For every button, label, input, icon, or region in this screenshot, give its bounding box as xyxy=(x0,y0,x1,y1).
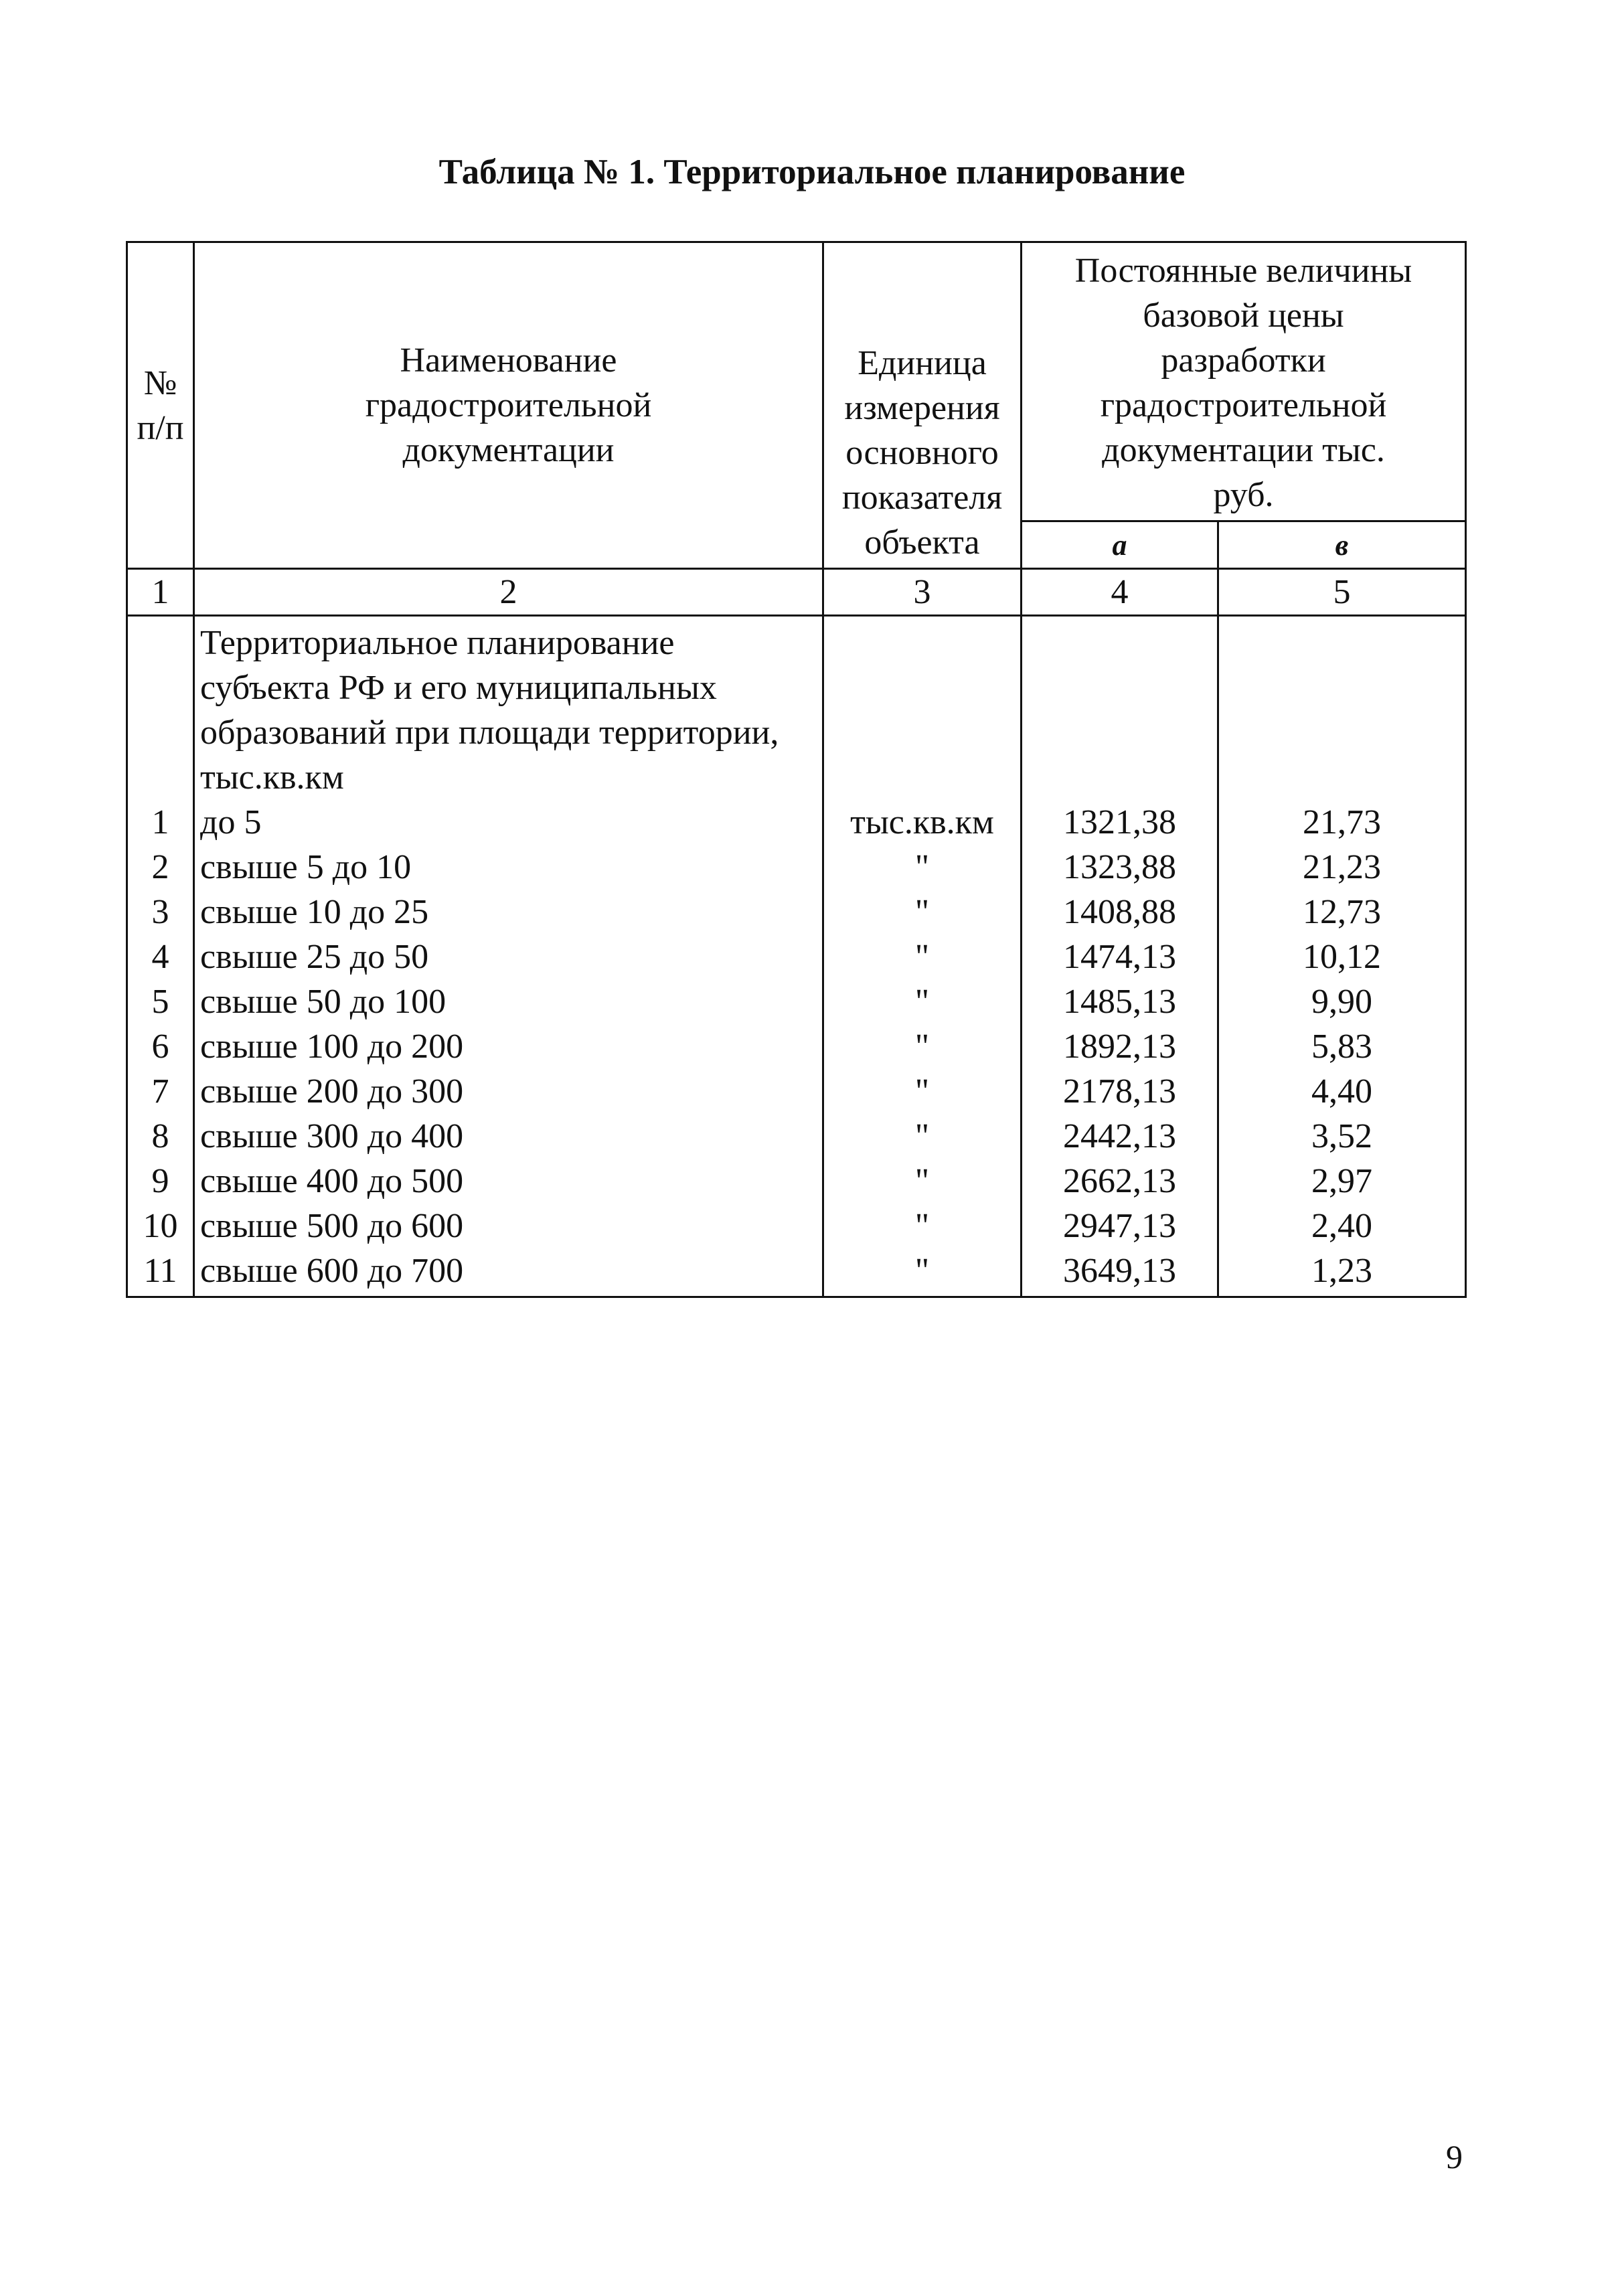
body-value-b-column xyxy=(1218,616,1466,1297)
header-price-text: Постоянные величины базовой цены разработки градостроительной документации тыс. руб. xyxy=(1074,252,1412,514)
row-value-a: 1485,13 xyxy=(1063,983,1176,1021)
row-unit: " xyxy=(914,893,930,931)
row-unit: " xyxy=(914,983,930,1021)
row-num: 10 xyxy=(143,1207,178,1245)
row-name: свыше 100 до 200 xyxy=(200,1028,464,1066)
row-num: 11 xyxy=(143,1252,177,1290)
row-name: свыше 500 до 600 xyxy=(200,1207,464,1245)
row-unit: " xyxy=(914,1117,930,1155)
table-title: Таблица № 1. Территориальное планирование xyxy=(438,153,1186,191)
header-sub-b: в xyxy=(1218,521,1466,569)
row-value-a: 1408,88 xyxy=(1063,893,1176,931)
row-name: до 5 xyxy=(200,803,262,841)
body-num-column xyxy=(127,616,194,1297)
row-unit: " xyxy=(914,938,930,976)
row-value-a: 2947,13 xyxy=(1063,1207,1176,1245)
row-num: 9 xyxy=(151,1162,169,1200)
row-num: 6 xyxy=(151,1028,169,1066)
row-value-a: 3649,13 xyxy=(1063,1252,1176,1290)
row-name: свыше 10 до 25 xyxy=(200,893,429,931)
column-number: 5 xyxy=(1218,569,1466,616)
row-value-a: 2178,13 xyxy=(1063,1072,1176,1111)
row-value-a: 1474,13 xyxy=(1063,938,1176,976)
header-unit-text: Единица измерения основного показателя объекта xyxy=(841,344,1003,562)
row-value-b: 2,40 xyxy=(1311,1207,1372,1245)
header-unit xyxy=(823,242,1022,569)
row-name: свыше 600 до 700 xyxy=(200,1252,464,1290)
row-unit: " xyxy=(914,1072,930,1111)
page-number: 9 xyxy=(1446,2138,1463,2176)
row-value-b: 3,52 xyxy=(1311,1117,1372,1155)
body-unit-column xyxy=(823,616,1022,1297)
row-value-b: 12,73 xyxy=(1303,893,1381,931)
column-number: 2 xyxy=(194,569,823,616)
section-title: Территориальное планирование субъекта РФ и его муниципальных образований при площади территории, тыс.кв.км xyxy=(200,624,779,797)
row-value-b: 9,90 xyxy=(1311,983,1372,1021)
row-unit: " xyxy=(914,1162,930,1200)
header-row xyxy=(127,242,1466,521)
row-value-b: 21,73 xyxy=(1303,803,1381,841)
row-unit: " xyxy=(914,1252,930,1290)
row-num: 3 xyxy=(151,893,169,931)
row-name: свыше 50 до 100 xyxy=(200,983,446,1021)
row-name: свыше 5 до 10 xyxy=(200,848,412,886)
body-name-column xyxy=(194,616,823,1297)
pricing-table xyxy=(126,241,1467,1298)
row-name: свыше 300 до 400 xyxy=(200,1117,464,1155)
row-unit: тыс.кв.км xyxy=(850,803,994,841)
row-value-a: 1892,13 xyxy=(1063,1028,1176,1066)
row-value-b: 2,97 xyxy=(1311,1162,1372,1200)
row-value-a: 1321,38 xyxy=(1063,803,1176,841)
column-number-row xyxy=(127,569,1466,616)
row-num: 5 xyxy=(151,983,169,1021)
row-unit: " xyxy=(914,1207,930,1245)
row-num: 4 xyxy=(151,938,169,976)
header-name-text: Наименование градостроительной документации xyxy=(365,341,652,469)
row-value-b: 5,83 xyxy=(1311,1028,1372,1066)
column-number: 4 xyxy=(1022,569,1218,616)
column-number: 3 xyxy=(823,569,1022,616)
row-num: 2 xyxy=(151,848,169,886)
row-value-a: 2662,13 xyxy=(1063,1162,1176,1200)
row-num: 8 xyxy=(151,1117,169,1155)
column-number: 1 xyxy=(127,569,194,616)
row-value-a: 2442,13 xyxy=(1063,1117,1176,1155)
row-name: свыше 25 до 50 xyxy=(200,938,429,976)
header-sub-a: а xyxy=(1022,521,1218,569)
row-value-b: 1,23 xyxy=(1311,1252,1372,1290)
row-name: свыше 200 до 300 xyxy=(200,1072,464,1111)
row-value-b: 4,40 xyxy=(1311,1072,1372,1111)
body-value-a-column xyxy=(1022,616,1218,1297)
header-name xyxy=(194,242,823,569)
table-body xyxy=(127,616,1466,1297)
row-unit: " xyxy=(914,1028,930,1066)
header-num-text: № п/п xyxy=(137,363,184,447)
row-name: свыше 400 до 500 xyxy=(200,1162,464,1200)
row-value-a: 1323,88 xyxy=(1063,848,1176,886)
row-value-b: 10,12 xyxy=(1303,938,1381,976)
header-num xyxy=(127,242,194,569)
row-num: 7 xyxy=(151,1072,169,1111)
row-num: 1 xyxy=(151,803,169,841)
row-unit: " xyxy=(914,848,930,886)
row-value-b: 21,23 xyxy=(1303,848,1381,886)
header-price xyxy=(1022,242,1466,521)
